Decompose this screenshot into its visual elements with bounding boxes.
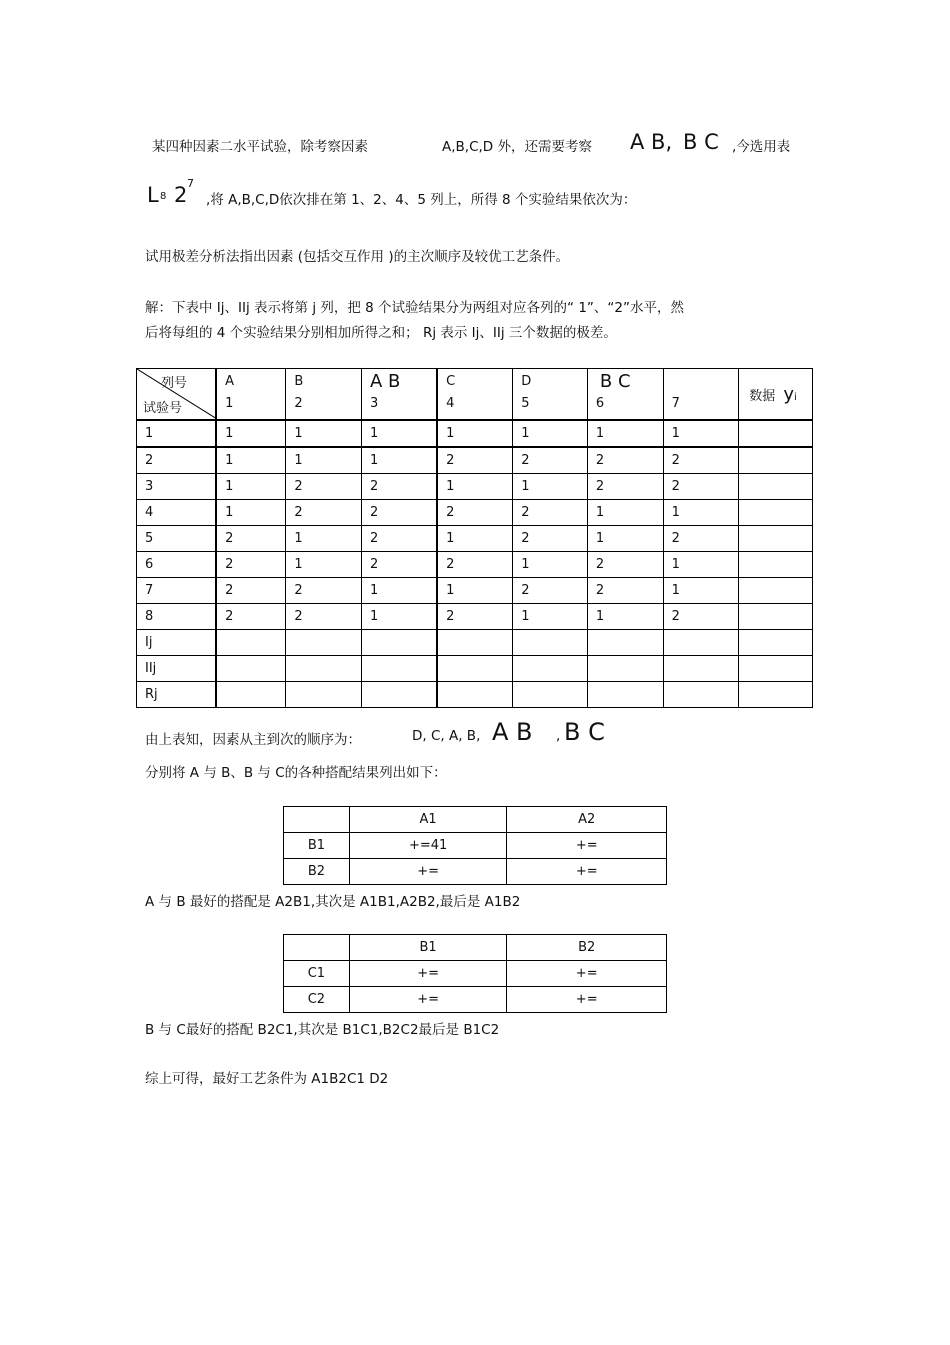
level-cell [361, 630, 437, 656]
ab-header-cell [284, 807, 350, 833]
level-cell: 1 [437, 474, 513, 500]
level-cell: 2 [513, 447, 588, 474]
data-cell [739, 630, 813, 656]
level-cell: 2 [361, 500, 437, 526]
column-number-label: 列号 [161, 376, 188, 391]
level-cell [216, 630, 286, 656]
solution-text-1: 解：下表中 Ij、IIj 表示将第 j 列，把 8 个试验结果分为两组对应各列的“ 1”、“2”水平，然 [145, 300, 684, 316]
row-label-cell: 4 [137, 500, 217, 526]
level-cell: 2 [361, 474, 437, 500]
table-row [137, 552, 813, 578]
header-number: 2 [294, 396, 303, 411]
header-col-3 [361, 369, 437, 421]
level-cell [286, 682, 362, 708]
level-cell: 1 [361, 447, 437, 474]
header-factor: A B [369, 371, 401, 392]
level-cell: 1 [587, 526, 663, 552]
orthogonal-table-base: 2 [174, 183, 188, 207]
level-cell: 2 [663, 447, 739, 474]
row-label-cell: 8 [137, 604, 217, 630]
row-label-cell: Rj [137, 682, 217, 708]
level-cell [216, 682, 286, 708]
level-cell [361, 656, 437, 682]
table-row [137, 420, 813, 447]
level-cell: 1 [513, 604, 588, 630]
level-cell: 2 [286, 604, 362, 630]
header-col-7 [663, 369, 739, 421]
intro-text-1c: ,今选用表 [732, 139, 791, 155]
ab-pairing-table [283, 806, 667, 885]
bc-cell: += [507, 961, 667, 987]
row-label-cell: 1 [137, 420, 217, 447]
level-cell [513, 656, 588, 682]
level-cell: 2 [437, 604, 513, 630]
level-cell: 2 [513, 526, 588, 552]
header-number: 6 [595, 396, 605, 411]
data-label: 数据 [749, 388, 776, 404]
level-cell: 2 [361, 552, 437, 578]
order-separator: , [556, 728, 561, 744]
orthogonal-table-sub: 8 [160, 191, 167, 202]
level-cell: 2 [663, 526, 739, 552]
ab-row-label: B2 [284, 859, 350, 885]
table-body [137, 420, 813, 708]
ab-row [284, 859, 667, 885]
level-cell: 2 [513, 500, 588, 526]
level-cell: 1 [286, 552, 362, 578]
order-text: 由上表知，因素从主到次的顺序为： [145, 732, 361, 748]
header-number: 3 [369, 396, 379, 411]
header-factor: B C [599, 371, 631, 392]
level-cell: 2 [587, 447, 663, 474]
intro-text-1b: A,B,C,D 外，还需要考察 [442, 139, 592, 155]
bc-header-cell [284, 935, 350, 961]
header-col-4 [437, 369, 513, 421]
ab-cell: +=41 [349, 833, 507, 859]
ab-table-body [284, 807, 667, 885]
level-cell: 1 [216, 474, 286, 500]
bc-result: B 与 C最好的搭配 B2C1,其次是 B1C1,B2C2最后是 B1C2 [145, 1022, 500, 1038]
intro-text-2: ,将 A,B,C,D依次排在第 1、2、4、5 列上，所得 8 个实验结果依次为： [206, 192, 637, 208]
row-label-cell: Ij [137, 630, 217, 656]
data-cell [739, 578, 813, 604]
table-row [137, 682, 813, 708]
ab-header-row [284, 807, 667, 833]
level-cell: 1 [361, 578, 437, 604]
level-cell: 2 [216, 578, 286, 604]
level-cell: 1 [587, 420, 663, 447]
header-data [739, 369, 813, 421]
ab-header-cell: A1 [349, 807, 507, 833]
level-cell [513, 682, 588, 708]
table-row [137, 447, 813, 474]
level-cell: 1 [587, 500, 663, 526]
level-cell [216, 656, 286, 682]
data-cell [739, 604, 813, 630]
level-cell: 2 [513, 578, 588, 604]
bc-header-row [284, 935, 667, 961]
level-cell [663, 630, 739, 656]
table-row [137, 578, 813, 604]
bc-cell: += [349, 961, 507, 987]
data-cell [739, 526, 813, 552]
table-row [137, 474, 813, 500]
level-cell: 2 [361, 526, 437, 552]
header-factor: D [521, 374, 532, 389]
data-cell [739, 474, 813, 500]
header-factor: C [446, 374, 456, 389]
level-cell: 1 [286, 447, 362, 474]
table-row [137, 526, 813, 552]
level-cell [361, 682, 437, 708]
table-row [137, 500, 813, 526]
order-list: D, C, A, B, [412, 728, 481, 744]
orthogonal-table-L: L [147, 183, 159, 207]
level-cell: 2 [587, 578, 663, 604]
table-row [137, 604, 813, 630]
header-col-2 [286, 369, 362, 421]
interaction-ab: A B, [630, 130, 673, 154]
data-cell [739, 682, 813, 708]
header-number: 7 [671, 396, 680, 411]
row-label-cell: 6 [137, 552, 217, 578]
level-cell [587, 682, 663, 708]
level-cell: 1 [587, 604, 663, 630]
level-cell [286, 630, 362, 656]
bc-row [284, 987, 667, 1013]
level-cell [663, 682, 739, 708]
header-number: 5 [521, 396, 530, 411]
header-factor [672, 374, 739, 396]
bc-row-label: C2 [284, 987, 350, 1013]
row-label-cell: 3 [137, 474, 217, 500]
bc-header-cell: B2 [507, 935, 667, 961]
level-cell [437, 630, 513, 656]
intro-text-3: 试用极差分析法指出因素 (包括交互作用 )的主次顺序及较优工艺条件。 [145, 249, 570, 265]
level-cell: 2 [216, 552, 286, 578]
level-cell [513, 630, 588, 656]
bc-row [284, 961, 667, 987]
bc-table-body [284, 935, 667, 1013]
final-conclusion: 综上可得，最好工艺条件为 A1B2C1 D2 [145, 1071, 389, 1087]
level-cell: 2 [286, 500, 362, 526]
ab-cell: += [507, 859, 667, 885]
table-row [137, 656, 813, 682]
header-number: 4 [446, 396, 455, 411]
data-cell [739, 552, 813, 578]
ab-row-label: B1 [284, 833, 350, 859]
level-cell: 2 [216, 604, 286, 630]
table-row [137, 630, 813, 656]
level-cell: 1 [663, 500, 739, 526]
level-cell: 2 [587, 552, 663, 578]
level-cell: 2 [437, 552, 513, 578]
header-col-5 [513, 369, 588, 421]
level-cell: 1 [513, 552, 588, 578]
ab-result: A 与 B 最好的搭配是 A2B1,其次是 A1B1,A2B2,最后是 A1B2 [145, 894, 521, 910]
level-cell: 1 [216, 447, 286, 474]
orthogonal-table-sup: 7 [187, 177, 194, 190]
bc-row-label: C1 [284, 961, 350, 987]
level-cell: 1 [663, 420, 739, 447]
level-cell: 2 [663, 474, 739, 500]
data-cell [739, 656, 813, 682]
level-cell: 1 [437, 526, 513, 552]
ab-header-cell: A2 [507, 807, 667, 833]
level-cell: 1 [663, 552, 739, 578]
level-cell [587, 630, 663, 656]
row-label-cell: 5 [137, 526, 217, 552]
level-cell [286, 656, 362, 682]
level-cell [663, 656, 739, 682]
bc-cell: += [349, 987, 507, 1013]
corner-header-cell [137, 369, 217, 421]
bc-cell: += [507, 987, 667, 1013]
level-cell: 2 [286, 578, 362, 604]
data-symbol: y [783, 383, 795, 405]
level-cell: 1 [216, 500, 286, 526]
level-cell: 2 [663, 604, 739, 630]
level-cell: 1 [361, 604, 437, 630]
intro-text-1a: 某四种因素二水平试验，除考察因素 [152, 139, 368, 155]
level-cell: 2 [286, 474, 362, 500]
trial-number-label: 试验号 [143, 401, 183, 416]
level-cell: 1 [286, 526, 362, 552]
data-cell [739, 420, 813, 447]
level-cell: 1 [513, 420, 588, 447]
interaction-bc: B C [683, 130, 719, 154]
level-cell: 1 [513, 474, 588, 500]
header-factor: A [225, 374, 235, 389]
row-label-cell: IIj [137, 656, 217, 682]
data-cell [739, 500, 813, 526]
solution-text-2: 后将每组的 4 个实验结果分别相加所得之和； Rj 表示 Ij、IIj 三个数据的极差。 [145, 325, 617, 341]
order-interaction-ab: A B [492, 718, 533, 746]
level-cell: 1 [361, 420, 437, 447]
level-cell: 1 [216, 420, 286, 447]
level-cell: 2 [437, 500, 513, 526]
level-cell: 2 [587, 474, 663, 500]
level-cell [587, 656, 663, 682]
level-cell [437, 656, 513, 682]
orthogonal-design-table [136, 368, 813, 708]
bc-header-cell: B1 [349, 935, 507, 961]
ab-row [284, 833, 667, 859]
ab-cell: += [507, 833, 667, 859]
ab-cell: += [349, 859, 507, 885]
bc-pairing-table [283, 934, 667, 1013]
level-cell: 1 [437, 578, 513, 604]
level-cell [437, 682, 513, 708]
data-cell [739, 447, 813, 474]
row-label-cell: 2 [137, 447, 217, 474]
level-cell: 1 [286, 420, 362, 447]
header-factor: B [294, 374, 304, 389]
header-number: 1 [225, 396, 234, 411]
level-cell: 2 [437, 447, 513, 474]
pairing-intro: 分别将 A 与 B、B 与 C的各种搭配结果列出如下： [145, 765, 447, 781]
data-subscript: i [794, 391, 797, 403]
level-cell: 1 [437, 420, 513, 447]
order-interaction-bc: B C [564, 718, 605, 746]
level-cell: 1 [663, 578, 739, 604]
header-col-1 [216, 369, 286, 421]
table-header-row [137, 369, 813, 421]
level-cell: 2 [216, 526, 286, 552]
row-label-cell: 7 [137, 578, 217, 604]
header-col-6 [587, 369, 663, 421]
